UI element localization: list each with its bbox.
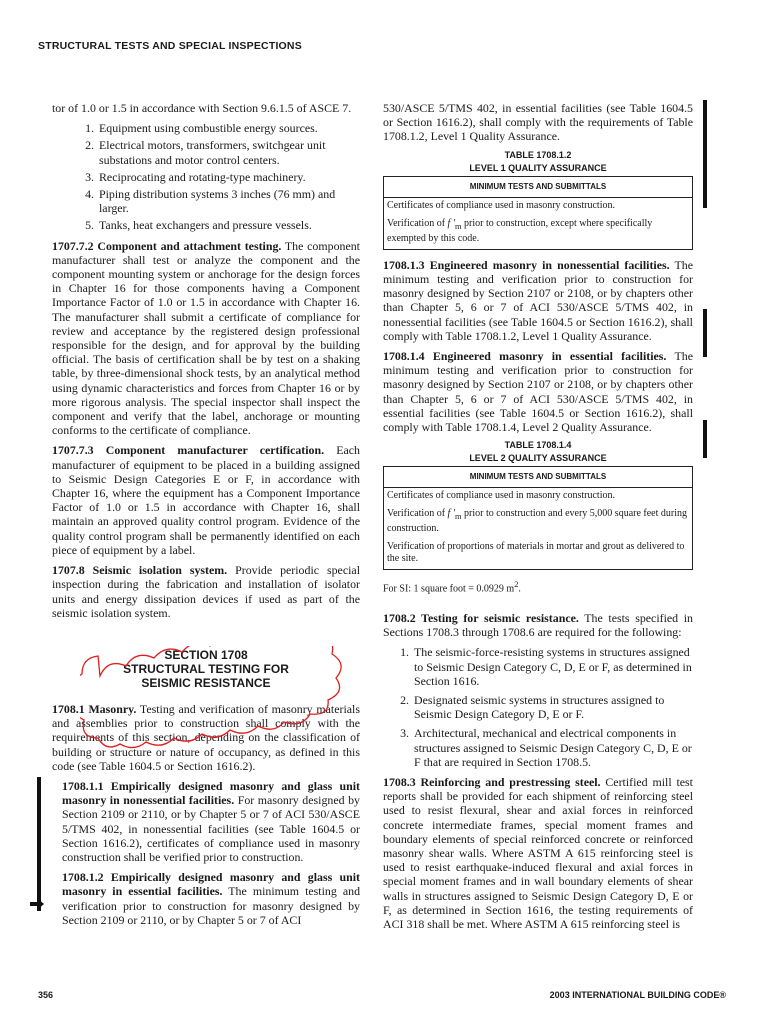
revision-bar: [703, 100, 707, 208]
list-item: 4. Piping distribution systems 3 inches (76 mm) and larger.: [97, 187, 360, 215]
paragraph-continued: tor of 1.0 or 1.5 in accordance with Section 9.6.1.5 of ASCE 7.: [52, 101, 352, 115]
section-body: The component manufacturer shall test or analyze the component and the component mounting system or anchorage for the design forces in Chapter 16 for those components having a Component Importance Factor of 1.0 or 1.5 in accordance with Chapter 16. The manufacturer shall submit a certificate of compliance for review and acceptance by the registered design professional responsible for the design, and for approval by the building official. The basis of certification shall be by test on a shaking table, by three-dimensional shock tests, by an analytical method using dynamic characteristics and forces from Chapter 16 or by more rigorous analysis. The special inspector shall inspect the component and verify that the label, anchorage or mounting conforms to the certificate of compliance.: [52, 238, 360, 438]
section-heading: 1708.1.4 Engineered masonry in essential facilities.: [383, 349, 667, 364]
table-1708-1-4-number: TABLE 1708.1.4: [504, 440, 572, 451]
section-heading: 1707.7.2 Component and attachment testing.: [52, 238, 282, 253]
subsection-block: [52, 779, 360, 927]
section-1708-1-1: [62, 779, 360, 864]
page-number: 356: [38, 990, 54, 1000]
table-cell: Certificates of compliance used in masonry construction.: [387, 490, 615, 502]
si-note: For SI: 1 square foot = 0.0929 $m^2$.: [383, 580, 521, 595]
table-cell: Verification of f $'_m$ prior to construction, except where specifically exempted by this code.: [387, 217, 653, 244]
section-1708-1-2: [62, 870, 360, 927]
revision-arrow-icon: [30, 898, 44, 910]
equipment-list: [52, 121, 360, 232]
section-1708-3: [383, 775, 693, 931]
revision-bar: [703, 309, 707, 357]
table-1708-1-4-title: LEVEL 2 QUALITY ASSURANCE: [469, 453, 607, 464]
section-1708-1-4: [383, 349, 693, 434]
section-1707-8: [52, 563, 360, 620]
table-1708-1-2: [383, 176, 693, 250]
section-body: Each manufacturer of equipment to be placed in a building assigned to Seismic Design Categories E or F, in accordance with Chapter 16, where the equipment has a Component Importance Factor of 1.0 or 1.5 in accordance with Chapter 16, shall maintain an approved quality control program. Evidence of the quality control program shall be permanently identified on each piece of equipment by a label.: [52, 443, 360, 557]
section-heading: 1708.1.2 Empirically designed masonry and glass unit masonry in essential facilities.: [62, 870, 360, 899]
section-body: The minimum testing and verification prior to construction for masonry designed by Section 2109 or 2110, or by Chapter 5 or 7 of ACI: [62, 884, 361, 927]
revision-bar: [37, 777, 41, 911]
list-item: 2. Electrical motors, transformers, switchgear unit substations and motor control centers.: [97, 138, 360, 166]
section-title-line: SECTION 1708: [164, 647, 248, 662]
section-1707-7-2: [52, 239, 360, 438]
section-heading: 1708.1 Masonry.: [52, 701, 137, 716]
section-title-line: SEISMIC RESISTANCE: [141, 675, 271, 690]
seismic-list: [383, 645, 693, 769]
table-1708-1-2-title: LEVEL 1 QUALITY ASSURANCE: [469, 162, 607, 173]
left-column: [52, 101, 360, 933]
section-1707-7-3: [52, 443, 360, 557]
running-header: STRUCTURAL TESTS AND SPECIAL INSPECTIONS: [38, 40, 302, 52]
section-1708-1: [52, 702, 360, 773]
table-cell: Verification of proportions of materials in mortar and grout as delivered to the site.: [387, 541, 685, 565]
section-body: Provide periodic special inspection during the fabrication and installation of isolator units and energy dissipation devices if used as part of the seismic isolation system.: [52, 563, 360, 620]
table-cell: Verification of f $'_m$ prior to construction and every 5,000 square feet during construction.: [387, 508, 687, 535]
list-item: 1. Equipment using combustible energy sources.: [97, 121, 360, 135]
code-title: 2003 INTERNATIONAL BUILDING CODE®: [549, 990, 726, 1000]
list-item: 2. Designated seismic systems in structures assigned to Seismic Design Category D, E or F.: [412, 693, 693, 721]
table-header: MINIMUM TESTS AND SUBMITTALS: [384, 176, 693, 197]
section-1708-2: [383, 611, 693, 639]
list-item: 3. Architectural, mechanical and electrical components in structures assigned to Seismic Design Category C, D, E or F that are required in Section 1708.5.: [412, 726, 693, 769]
section-body: For masonry designed by Section 2109 or 2110, or by Chapter 5 or 7 of ACI 530/ASCE 5/TMS 402, in nonessential facilities (see Table 1604.5 or Section 1616.2), certificates of compliance used in masonry construction shall be verified prior to construction.: [62, 793, 360, 864]
section-body: The tests specified in Sections 1708.3 through 1708.6 are required for the following:: [383, 610, 693, 640]
table-header: MINIMUM TESTS AND SUBMITTALS: [384, 467, 693, 488]
section-1708-title: [52, 648, 360, 690]
right-column: [383, 101, 693, 937]
section-heading: 1708.1.1 Empirically designed masonry and glass unit masonry in nonessential facilities.: [62, 778, 360, 808]
table-1708-1-4: [383, 466, 693, 570]
section-body: The minimum testing and verification prior to construction for masonry designed by Section 2107 or 2108, or by chapters other than Chapter 5, 6 or 7 of ACI 530/ASCE 5/TMS 402, in nonessential facilities (see Table 1604.5 or Section 1616.2), shall comply with Table 1708.1.2, Level 1 Quality Assurance.: [383, 257, 693, 343]
section-heading: 1708.3 Reinforcing and prestressing steel.: [383, 775, 601, 790]
table-1708-1-2-number: TABLE 1708.1.2: [504, 149, 572, 160]
section-1708-1-3: [383, 258, 693, 343]
section-body: Testing and verification of masonry materials and assemblies prior to construction shall comply with the requirements of this section, depending on the classification of building or structure or nature of occupancy, as defined in this code (see Table 1604.5 or Section 1616.2).: [52, 701, 360, 773]
section-heading: 1707.8 Seismic isolation system.: [52, 563, 228, 578]
section-heading: 1708.2 Testing for seismic resistance.: [383, 610, 579, 625]
list-item: 5. Tanks, heat exchangers and pressure vessels.: [97, 218, 360, 232]
table-cell: Certificates of compliance used in masonry construction.: [387, 199, 615, 211]
section-body: Certified mill test reports shall be provided for each shipment of reinforcing steel used to resist flexural, shear and axial forces in reinforced concrete intermediate frames, special moment frames and boundary elements of special reinforced concrete or reinforced masonry shear walls. Where ASTM A 615 reinforcing steel is used to resist earthquake-induced flexural and axial forces in special moment frames and in wall boundary elements of shear walls in structures assigned to Seismic Design Category D, E or F, as determined in Section 1616, the testing requirements of ACI 318 shall be met. Where ASTM A 615 reinforcing steel is: [383, 775, 693, 932]
list-item: 1. The seismic-force-resisting systems in structures assigned to Seismic Design Category C, D, E or F, as determined in Section 1616.: [412, 645, 693, 688]
section-title-line: STRUCTURAL TESTING FOR: [123, 661, 289, 676]
section-heading: 1708.1.3 Engineered masonry in nonessential facilities.: [383, 257, 670, 272]
revision-bar: [703, 420, 707, 458]
section-body: The minimum testing and verification prior to construction for masonry designed by Section 2107 or 2108, or by chapters other than Chapter 5, 6 or 7 of ACI 530/ASCE 5/TMS 402, in essential facilities (see Table 1604.5 or Section 1616.2), shall comply with Table 1708.1.4, Level 2 Quality Assurance.: [383, 349, 693, 435]
section-heading: 1707.7.3 Component manufacturer certification.: [52, 443, 325, 458]
list-item: 3. Reciprocating and rotating-type machinery.: [97, 170, 360, 184]
paragraph-continued: 530/ASCE 5/TMS 402, in essential facilities (see Table 1604.5 or Section 1616.2), shall comply with the requirements of Table 1708.1.2, Level 1 Quality Assurance.: [383, 101, 693, 144]
